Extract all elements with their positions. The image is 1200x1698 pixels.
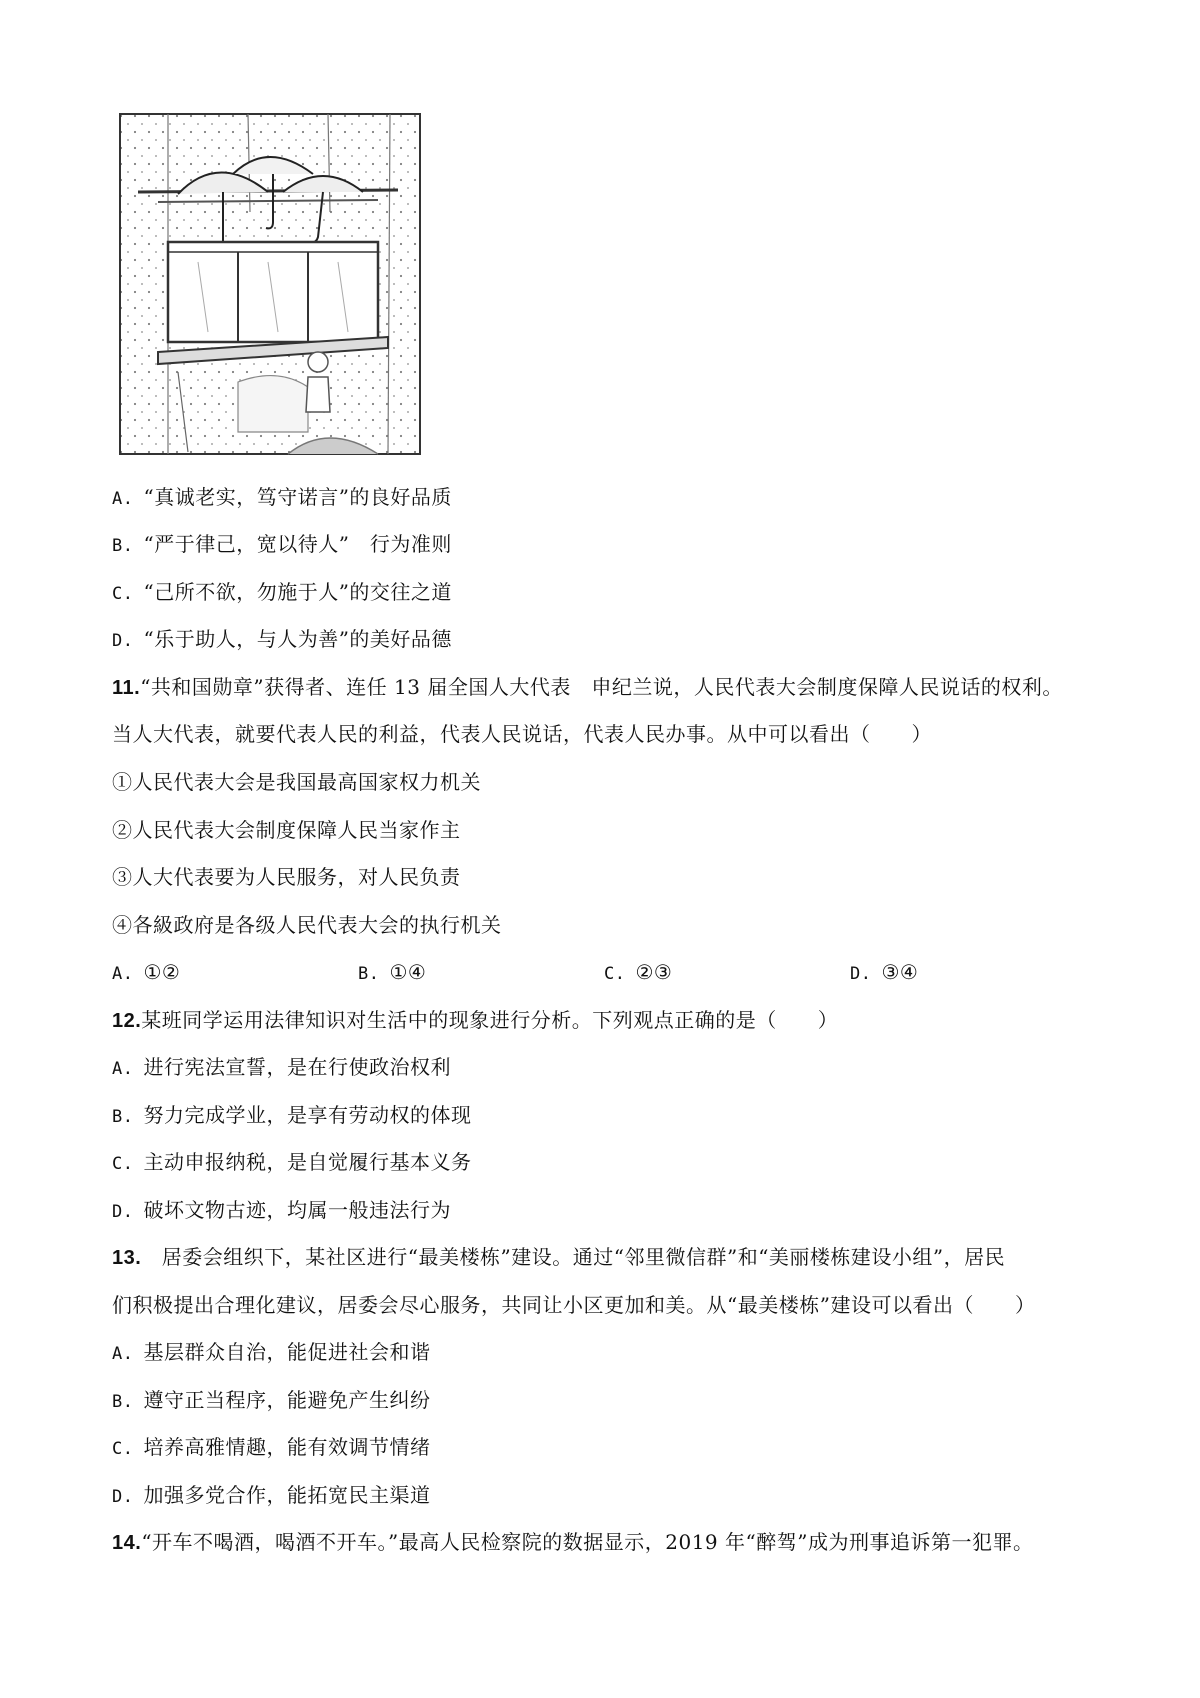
option-text: 进行宪法宣誓，是在行使政治权利 bbox=[143, 1055, 451, 1079]
option-text: 基层群众自治，能促进社会和谐 bbox=[143, 1340, 431, 1364]
option-letter: B. bbox=[112, 1392, 134, 1412]
q11-stem-line-2: 当人大代表，就要代表人民的利益，代表人民说话，代表人民办事。从中可以看出（ ） bbox=[112, 722, 932, 746]
q12-option-b bbox=[112, 1100, 471, 1132]
option-letter: D. bbox=[112, 631, 134, 651]
option-text: ②③ bbox=[635, 960, 673, 984]
option-text: ①② bbox=[143, 960, 181, 984]
q12-option-d bbox=[112, 1195, 451, 1227]
option-text: “乐于助人，与人为善”的美好品德 bbox=[143, 627, 452, 651]
q10-option-c bbox=[112, 577, 452, 609]
option-letter: A. bbox=[112, 1059, 134, 1079]
q12-stem bbox=[112, 1005, 838, 1036]
option-text: 努力完成学业，是享有劳动权的体现 bbox=[143, 1103, 472, 1127]
q11-statement-3: ③人大代表要为人民服务，对人民负责 bbox=[112, 865, 461, 889]
stem-text: “开车不喝酒，喝酒不开车。”最高人民检察院的数据显示，2019 年“醉驾”成为刑事追诉第一犯罪。 bbox=[141, 1530, 1034, 1554]
option-text: 破坏文物古迹，均属一般违法行为 bbox=[143, 1198, 451, 1222]
question-number: 11. bbox=[112, 677, 141, 699]
q11-options-row bbox=[112, 957, 1092, 987]
option-text: 培养高雅情趣，能有效调节情绪 bbox=[143, 1435, 431, 1459]
option-letter: C. bbox=[604, 964, 626, 984]
q13-option-c bbox=[112, 1432, 430, 1464]
option-letter: D. bbox=[112, 1487, 134, 1507]
question-number: 12. bbox=[112, 1010, 142, 1032]
option-letter: C. bbox=[112, 1439, 134, 1459]
q13-stem-line-2: 们积极提出合理化建议，居委会尽心服务，共同让小区更加和美。从“最美楼栋”建设可以看出（ ） bbox=[112, 1293, 1036, 1317]
q11-option-a bbox=[112, 957, 180, 989]
q10-option-a bbox=[112, 482, 452, 514]
q13-option-a bbox=[112, 1337, 430, 1369]
stem-text: 某班同学运用法律知识对生活中的现象进行分析。下列观点正确的是（ ） bbox=[141, 1008, 839, 1032]
option-letter: D. bbox=[850, 964, 872, 984]
q11-statement-2: ②人民代表大会制度保障人民当家作主 bbox=[112, 818, 461, 842]
option-text: “己所不欲，勿施于人”的交往之道 bbox=[143, 580, 452, 604]
q12-option-c bbox=[112, 1147, 471, 1179]
q12-option-a bbox=[112, 1052, 451, 1084]
q11-statement-1: ①人民代表大会是我国最高国家权力机关 bbox=[112, 770, 481, 794]
stem-text: “共和国勋章”获得者、连任 13 届全国人大代表 申纪兰说，人民代表大会制度保障人民说话的权利。 bbox=[140, 675, 1063, 699]
option-text: ③④ bbox=[881, 960, 919, 984]
umbrella-window-illustration bbox=[118, 112, 428, 464]
option-letter: C. bbox=[112, 1154, 134, 1174]
q11-stem-line-1 bbox=[112, 672, 1063, 703]
q11-option-b bbox=[358, 957, 426, 989]
q11-option-c bbox=[604, 957, 672, 989]
option-letter: B. bbox=[358, 964, 380, 984]
q11-statement-4: ④各級政府是各级人民代表大会的执行机关 bbox=[112, 913, 502, 937]
q13-option-d bbox=[112, 1480, 430, 1512]
option-text: 主动申报纳税，是自觉履行基本义务 bbox=[143, 1150, 472, 1174]
q13-option-b bbox=[112, 1385, 430, 1417]
option-text: “严于律己，宽以待人” 行为准则 bbox=[143, 532, 452, 556]
q11-option-d bbox=[850, 957, 918, 989]
question-number: 14. bbox=[112, 1532, 142, 1554]
option-text: 加强多党合作，能拓宽民主渠道 bbox=[143, 1483, 431, 1507]
option-letter: B. bbox=[112, 536, 134, 556]
option-letter: B. bbox=[112, 1107, 134, 1127]
option-letter: D. bbox=[112, 1202, 134, 1222]
q10-option-b bbox=[112, 529, 452, 561]
stem-text: 居委会组织下，某社区进行“最美楼栋”建设。通过“邻里微信群”和“美丽楼栋建设小组”，居民 bbox=[141, 1245, 1006, 1269]
option-letter: A. bbox=[112, 1344, 134, 1364]
option-text: ①④ bbox=[389, 960, 427, 984]
option-letter: A. bbox=[112, 964, 134, 984]
q13-stem-line-1 bbox=[112, 1242, 1005, 1273]
option-text: 遵守正当程序，能避免产生纠纷 bbox=[143, 1388, 431, 1412]
q10-option-d bbox=[112, 624, 452, 656]
question-number: 13. bbox=[112, 1247, 142, 1269]
option-letter: C. bbox=[112, 584, 134, 604]
option-letter: A. bbox=[112, 489, 134, 509]
q14-stem-line-1 bbox=[112, 1527, 1033, 1558]
option-text: “真诚老实，笃守诺言”的良好品质 bbox=[143, 485, 452, 509]
